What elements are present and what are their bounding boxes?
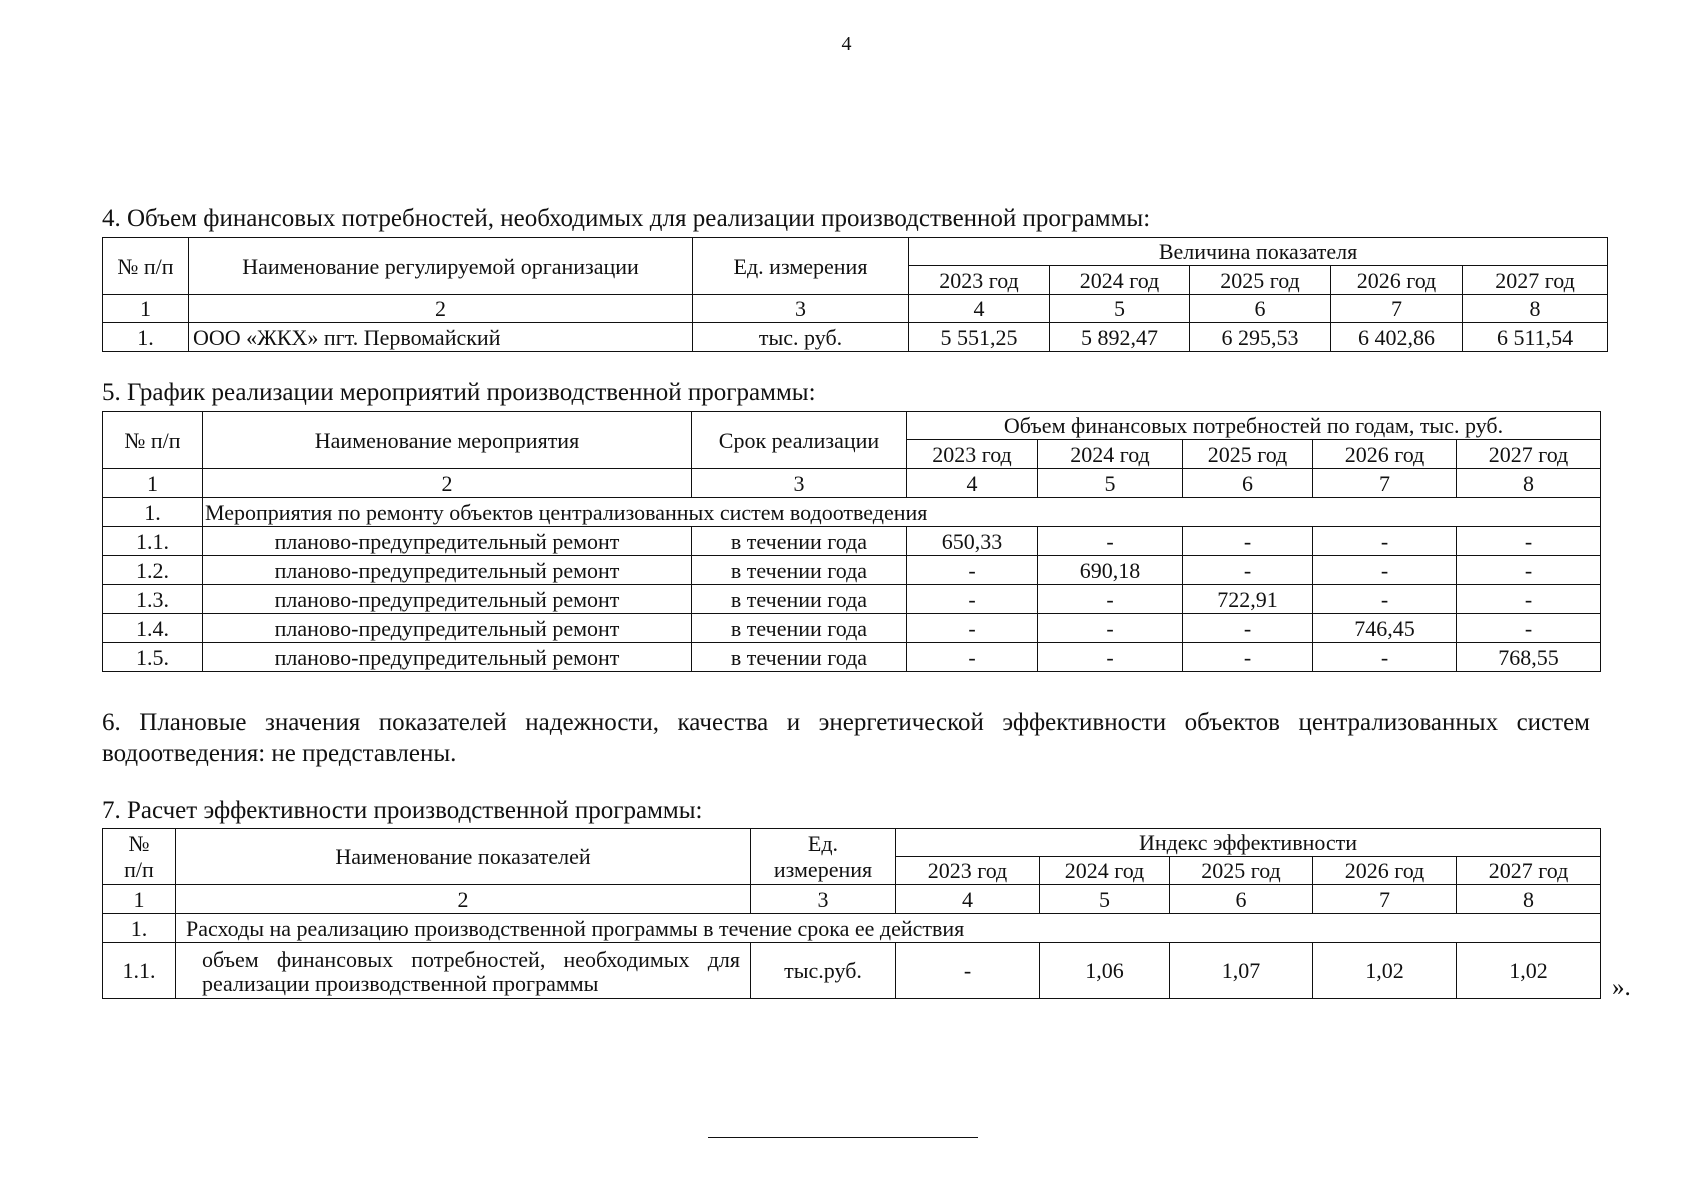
row-value: 5 892,47 [1050, 323, 1190, 352]
column-number: 5 [1040, 885, 1170, 914]
column-number: 6 [1183, 469, 1313, 498]
header-year: 2023 год [896, 857, 1040, 885]
header-financial-volume: Объем финансовых потребностей по годам, тыс. руб. [907, 412, 1601, 440]
financial-needs-table [102, 237, 1608, 352]
header-year: 2023 год [907, 440, 1038, 469]
column-number: 6 [1190, 295, 1331, 323]
activity-term: в течении года [692, 643, 907, 672]
indicator-name: объем финансовых потребностей, необходимых для реализации производственной программы [176, 943, 751, 999]
column-number: 1 [103, 885, 176, 914]
header-unit: Ед. измерения [693, 238, 909, 295]
row-unit: тыс.руб. [751, 943, 896, 999]
row-value: - [1038, 585, 1183, 614]
activity-name: планово-предупредительный ремонт [203, 585, 692, 614]
activity-name: планово-предупредительный ремонт [203, 614, 692, 643]
column-number: 3 [692, 469, 907, 498]
column-number: 7 [1313, 885, 1457, 914]
row-value: 690,18 [1038, 556, 1183, 585]
column-number: 2 [189, 295, 693, 323]
header-year: 2027 год [1457, 440, 1601, 469]
section-7-title: 7. Расчет эффективности производственной программы: [102, 797, 703, 824]
column-number: 8 [1457, 469, 1601, 498]
header-year: 2026 год [1313, 440, 1457, 469]
header-unit [751, 829, 896, 885]
row-value: - [907, 585, 1038, 614]
row-value: - [1313, 556, 1457, 585]
header-year: 2025 год [1183, 440, 1313, 469]
column-number: 7 [1313, 469, 1457, 498]
row-value: - [907, 614, 1038, 643]
column-number: 1 [103, 469, 203, 498]
row-value: - [1183, 556, 1313, 585]
row-value: - [1183, 614, 1313, 643]
column-number: 5 [1050, 295, 1190, 323]
row-value: 1,07 [1170, 943, 1313, 999]
column-number: 2 [203, 469, 692, 498]
row-value: 6 402,86 [1331, 323, 1463, 352]
row-value: - [1038, 527, 1183, 556]
column-number: 3 [693, 295, 909, 323]
header-term: Срок реализации [692, 412, 907, 469]
activity-term: в течении года [692, 556, 907, 585]
row-value: 1,02 [1313, 943, 1457, 999]
header-efficiency-index: Индекс эффективности [896, 829, 1601, 857]
column-number: 5 [1038, 469, 1183, 498]
table-row [103, 643, 1601, 672]
closing-quote: ». [1612, 974, 1631, 1001]
column-number: 4 [909, 295, 1050, 323]
section-5-title: 5. График реализации мероприятий производственной программы: [102, 379, 816, 406]
table-row [103, 585, 1601, 614]
header-indicator-value: Величина показателя [909, 238, 1608, 266]
row-value: 650,33 [907, 527, 1038, 556]
header-num-line2: п/п [124, 856, 154, 882]
activity-term: в течении года [692, 614, 907, 643]
row-num: 1.3. [103, 585, 203, 614]
header-unit-line2: измерения [773, 856, 873, 882]
group-num: 1. [103, 498, 203, 527]
column-number: 4 [896, 885, 1040, 914]
row-value: - [1457, 556, 1601, 585]
row-value: - [1457, 614, 1601, 643]
group-row [103, 914, 1601, 943]
column-number: 3 [751, 885, 896, 914]
header-year: 2026 год [1313, 857, 1457, 885]
group-name: Мероприятия по ремонту объектов централизованных систем водоотведения [203, 498, 1601, 527]
column-number: 7 [1331, 295, 1463, 323]
table-row [103, 527, 1601, 556]
row-value: 722,91 [1183, 585, 1313, 614]
header-num: № п/п [103, 412, 203, 469]
group-name: Расходы на реализацию производственной программы в течение срока ее действия [176, 914, 1601, 943]
column-number: 8 [1457, 885, 1601, 914]
row-value: - [1313, 585, 1457, 614]
row-value: - [1313, 527, 1457, 556]
group-row [103, 498, 1601, 527]
table-row [103, 943, 1601, 999]
section-4-title: 4. Объем финансовых потребностей, необходимых для реализации производственной программы: [102, 205, 1151, 232]
row-value: - [1183, 643, 1313, 672]
page-number: 4 [841, 33, 852, 55]
activity-name: планово-предупредительный ремонт [203, 643, 692, 672]
header-year: 2026 год [1331, 266, 1463, 295]
header-year: 2024 год [1050, 266, 1190, 295]
header-num-line1: № [128, 830, 150, 856]
org-name: ООО «ЖКХ» пгт. Первомайский [189, 323, 693, 352]
header-num [103, 829, 176, 885]
activity-term: в течении года [692, 585, 907, 614]
activity-term: в течении года [692, 527, 907, 556]
row-value: - [907, 556, 1038, 585]
row-num: 1.1. [103, 527, 203, 556]
header-org-name: Наименование регулируемой организации [189, 238, 693, 295]
table-row [103, 556, 1601, 585]
column-number: 1 [103, 295, 189, 323]
column-number: 2 [176, 885, 751, 914]
activity-name: планово-предупредительный ремонт [203, 556, 692, 585]
schedule-table [102, 411, 1601, 672]
row-value: - [1038, 643, 1183, 672]
row-num: 1.2. [103, 556, 203, 585]
efficiency-table [102, 828, 1601, 999]
row-num: 1.4. [103, 614, 203, 643]
row-value: - [1038, 614, 1183, 643]
row-value: - [896, 943, 1040, 999]
group-num: 1. [103, 914, 176, 943]
row-value: 6 295,53 [1190, 323, 1331, 352]
row-value: 1,06 [1040, 943, 1170, 999]
row-num: 1. [103, 323, 189, 352]
row-value: - [1457, 527, 1601, 556]
section-6-text: 6. Плановые значения показателей надежности, качества и энергетической эффективности объектов централизованных систем водоотведения: не представлены. [102, 709, 1590, 767]
row-value: - [1457, 585, 1601, 614]
table-row [103, 323, 1608, 352]
row-value: 6 511,54 [1463, 323, 1608, 352]
row-value: 5 551,25 [909, 323, 1050, 352]
header-unit-line1: Ед. [807, 830, 839, 856]
column-number: 6 [1170, 885, 1313, 914]
row-value: 746,45 [1313, 614, 1457, 643]
row-value: - [1183, 527, 1313, 556]
column-number: 4 [907, 469, 1038, 498]
header-year: 2027 год [1457, 857, 1601, 885]
header-num: № п/п [103, 238, 189, 295]
row-num: 1.5. [103, 643, 203, 672]
table-row [103, 614, 1601, 643]
header-year: 2025 год [1190, 266, 1331, 295]
row-value: 768,55 [1457, 643, 1601, 672]
header-year: 2024 год [1040, 857, 1170, 885]
header-indicator-name: Наименование показателей [176, 829, 751, 885]
footer-divider [708, 1137, 978, 1138]
row-value: - [1313, 643, 1457, 672]
row-unit: тыс. руб. [693, 323, 909, 352]
row-num: 1.1. [103, 943, 176, 999]
activity-name: планово-предупредительный ремонт [203, 527, 692, 556]
header-year: 2023 год [909, 266, 1050, 295]
header-year: 2024 год [1038, 440, 1183, 469]
header-activity-name: Наименование мероприятия [203, 412, 692, 469]
header-year: 2025 год [1170, 857, 1313, 885]
header-year: 2027 год [1463, 266, 1608, 295]
row-value: 1,02 [1457, 943, 1601, 999]
row-value: - [907, 643, 1038, 672]
column-number: 8 [1463, 295, 1608, 323]
